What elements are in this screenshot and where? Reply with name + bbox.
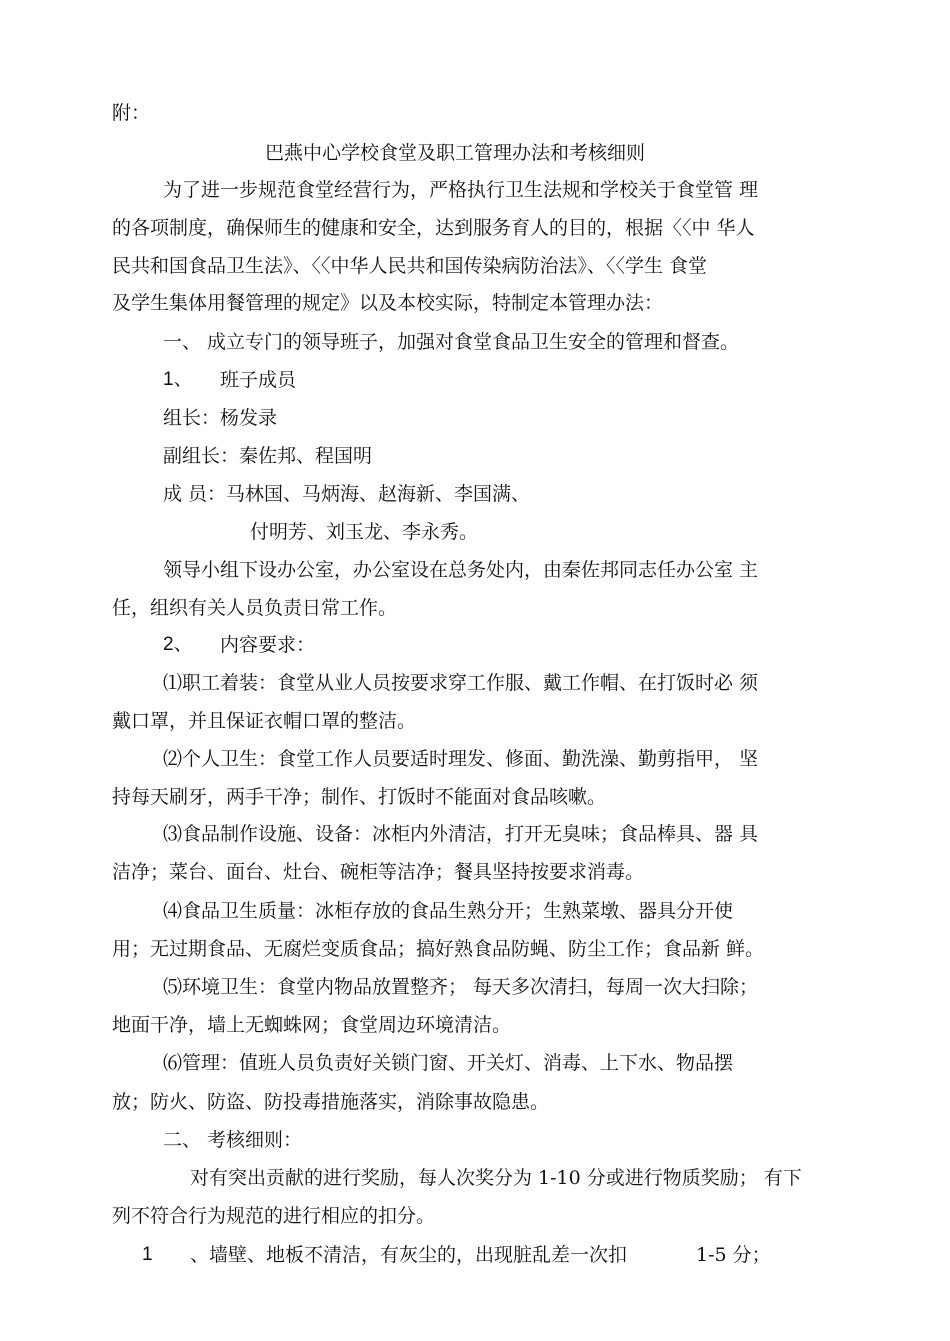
- section-2-line-1: 对有突出贡献的进行奖励，每人次奖分为 1-10 分或进行物质奖励； 有下: [190, 1167, 802, 1189]
- vice-leaders: 副组长：秦佐邦、程国明: [163, 445, 373, 467]
- rule-1-number: 1: [142, 1244, 153, 1265]
- req-2-line-2: 持每天刷牙，两手干净；制作、打饭时不能面对食品咳嗽。: [112, 786, 607, 808]
- group-leader: 组长：杨发录: [163, 407, 278, 429]
- req-4-line-1: ⑷食品卫生质量：冰柜存放的食品生熟分开；生熟菜墩、器具分开使: [163, 900, 734, 922]
- document-title: 巴燕中心学校食堂及职工管理办法和考核细则: [265, 142, 646, 164]
- req-2-line-1: ⑵个人卫生：食堂工作人员要适时理发、修面、勤洗澡、勤剪指甲， 坚: [163, 748, 759, 770]
- intro-line-4: 及学生集体用餐管理的规定》以及本校实际，特制定本管理办法：: [112, 292, 664, 314]
- members-line-1: 成 员：马林国、马炳海、赵海新、李国满、: [163, 483, 531, 505]
- office-line-2: 任，组织有关人员负责日常工作。: [112, 597, 398, 619]
- office-line-1: 领导小组下设办公室，办公室设在总务处内，由秦佐邦同志任办公室 主: [163, 559, 759, 581]
- intro-line-1: 为了进一步规范食堂经营行为，严格执行卫生法规和学校关于食堂管 理: [163, 179, 759, 201]
- rule-1-score: 1-5 分；: [696, 1244, 771, 1266]
- item-1-number: 1、: [163, 369, 193, 390]
- req-5-line-2: 地面干净，墙上无蜘蛛网；食堂周边环境清洁。: [112, 1014, 512, 1036]
- section-2-heading: 二、 考核细则：: [163, 1129, 303, 1151]
- members-line-2: 付明芳、刘玉龙、李永秀。: [250, 521, 479, 543]
- intro-line-3: 民共和国食品卫生法》、〈〈中华人民共和国传染病防治法》、〈〈学生 食堂: [112, 255, 708, 277]
- item-2-label: 内容要求：: [220, 634, 316, 656]
- req-6-line-1: ⑹管理：值班人员负责好关锁门窗、开关灯、消毒、上下水、物品摆: [163, 1052, 734, 1074]
- req-6-line-2: 放；防火、防盗、防投毒措施落实，消除事故隐患。: [112, 1091, 550, 1113]
- req-5-line-1: ⑸环境卫生：食堂内物品放置整齐； 每天多次清扫，每周一次大扫除；: [163, 976, 759, 998]
- section-2-line-2: 列不符合行为规范的进行相应的扣分。: [112, 1205, 436, 1227]
- attachment-prefix: 附：: [112, 102, 151, 124]
- item-2-number: 2、: [163, 634, 193, 655]
- item-1-label: 班子成员: [220, 369, 297, 391]
- intro-line-2: 的各项制度，确保师生的健康和安全，达到服务育人的目的，根据〈〈中 华人: [112, 217, 755, 239]
- req-1-line-1: ⑴职工着装：食堂从业人员按要求穿工作服、戴工作帽、在打饭时必 须: [163, 672, 759, 694]
- req-1-line-2: 戴口罩，并且保证衣帽口罩的整洁。: [112, 710, 417, 732]
- req-4-line-2: 用；无过期食品、无腐烂变质食品；搞好熟食品防蝇、防尘工作；食品新 鲜。: [112, 938, 765, 960]
- req-3-line-2: 洁净；菜台、面台、灶台、碗柜等洁净；餐具坚持按要求消毒。: [112, 861, 645, 883]
- section-1-heading: 一、 成立专门的领导班子，加强对食堂食品卫生安全的管理和督查。: [163, 331, 740, 353]
- req-3-line-1: ⑶食品制作设施、设备：冰柜内外清洁，打开无臭味；食品棒具、器 具: [163, 823, 759, 845]
- rule-1-text: 、墙壁、地板不清洁，有灰尘的，出现脏乱差一次扣: [190, 1244, 628, 1266]
